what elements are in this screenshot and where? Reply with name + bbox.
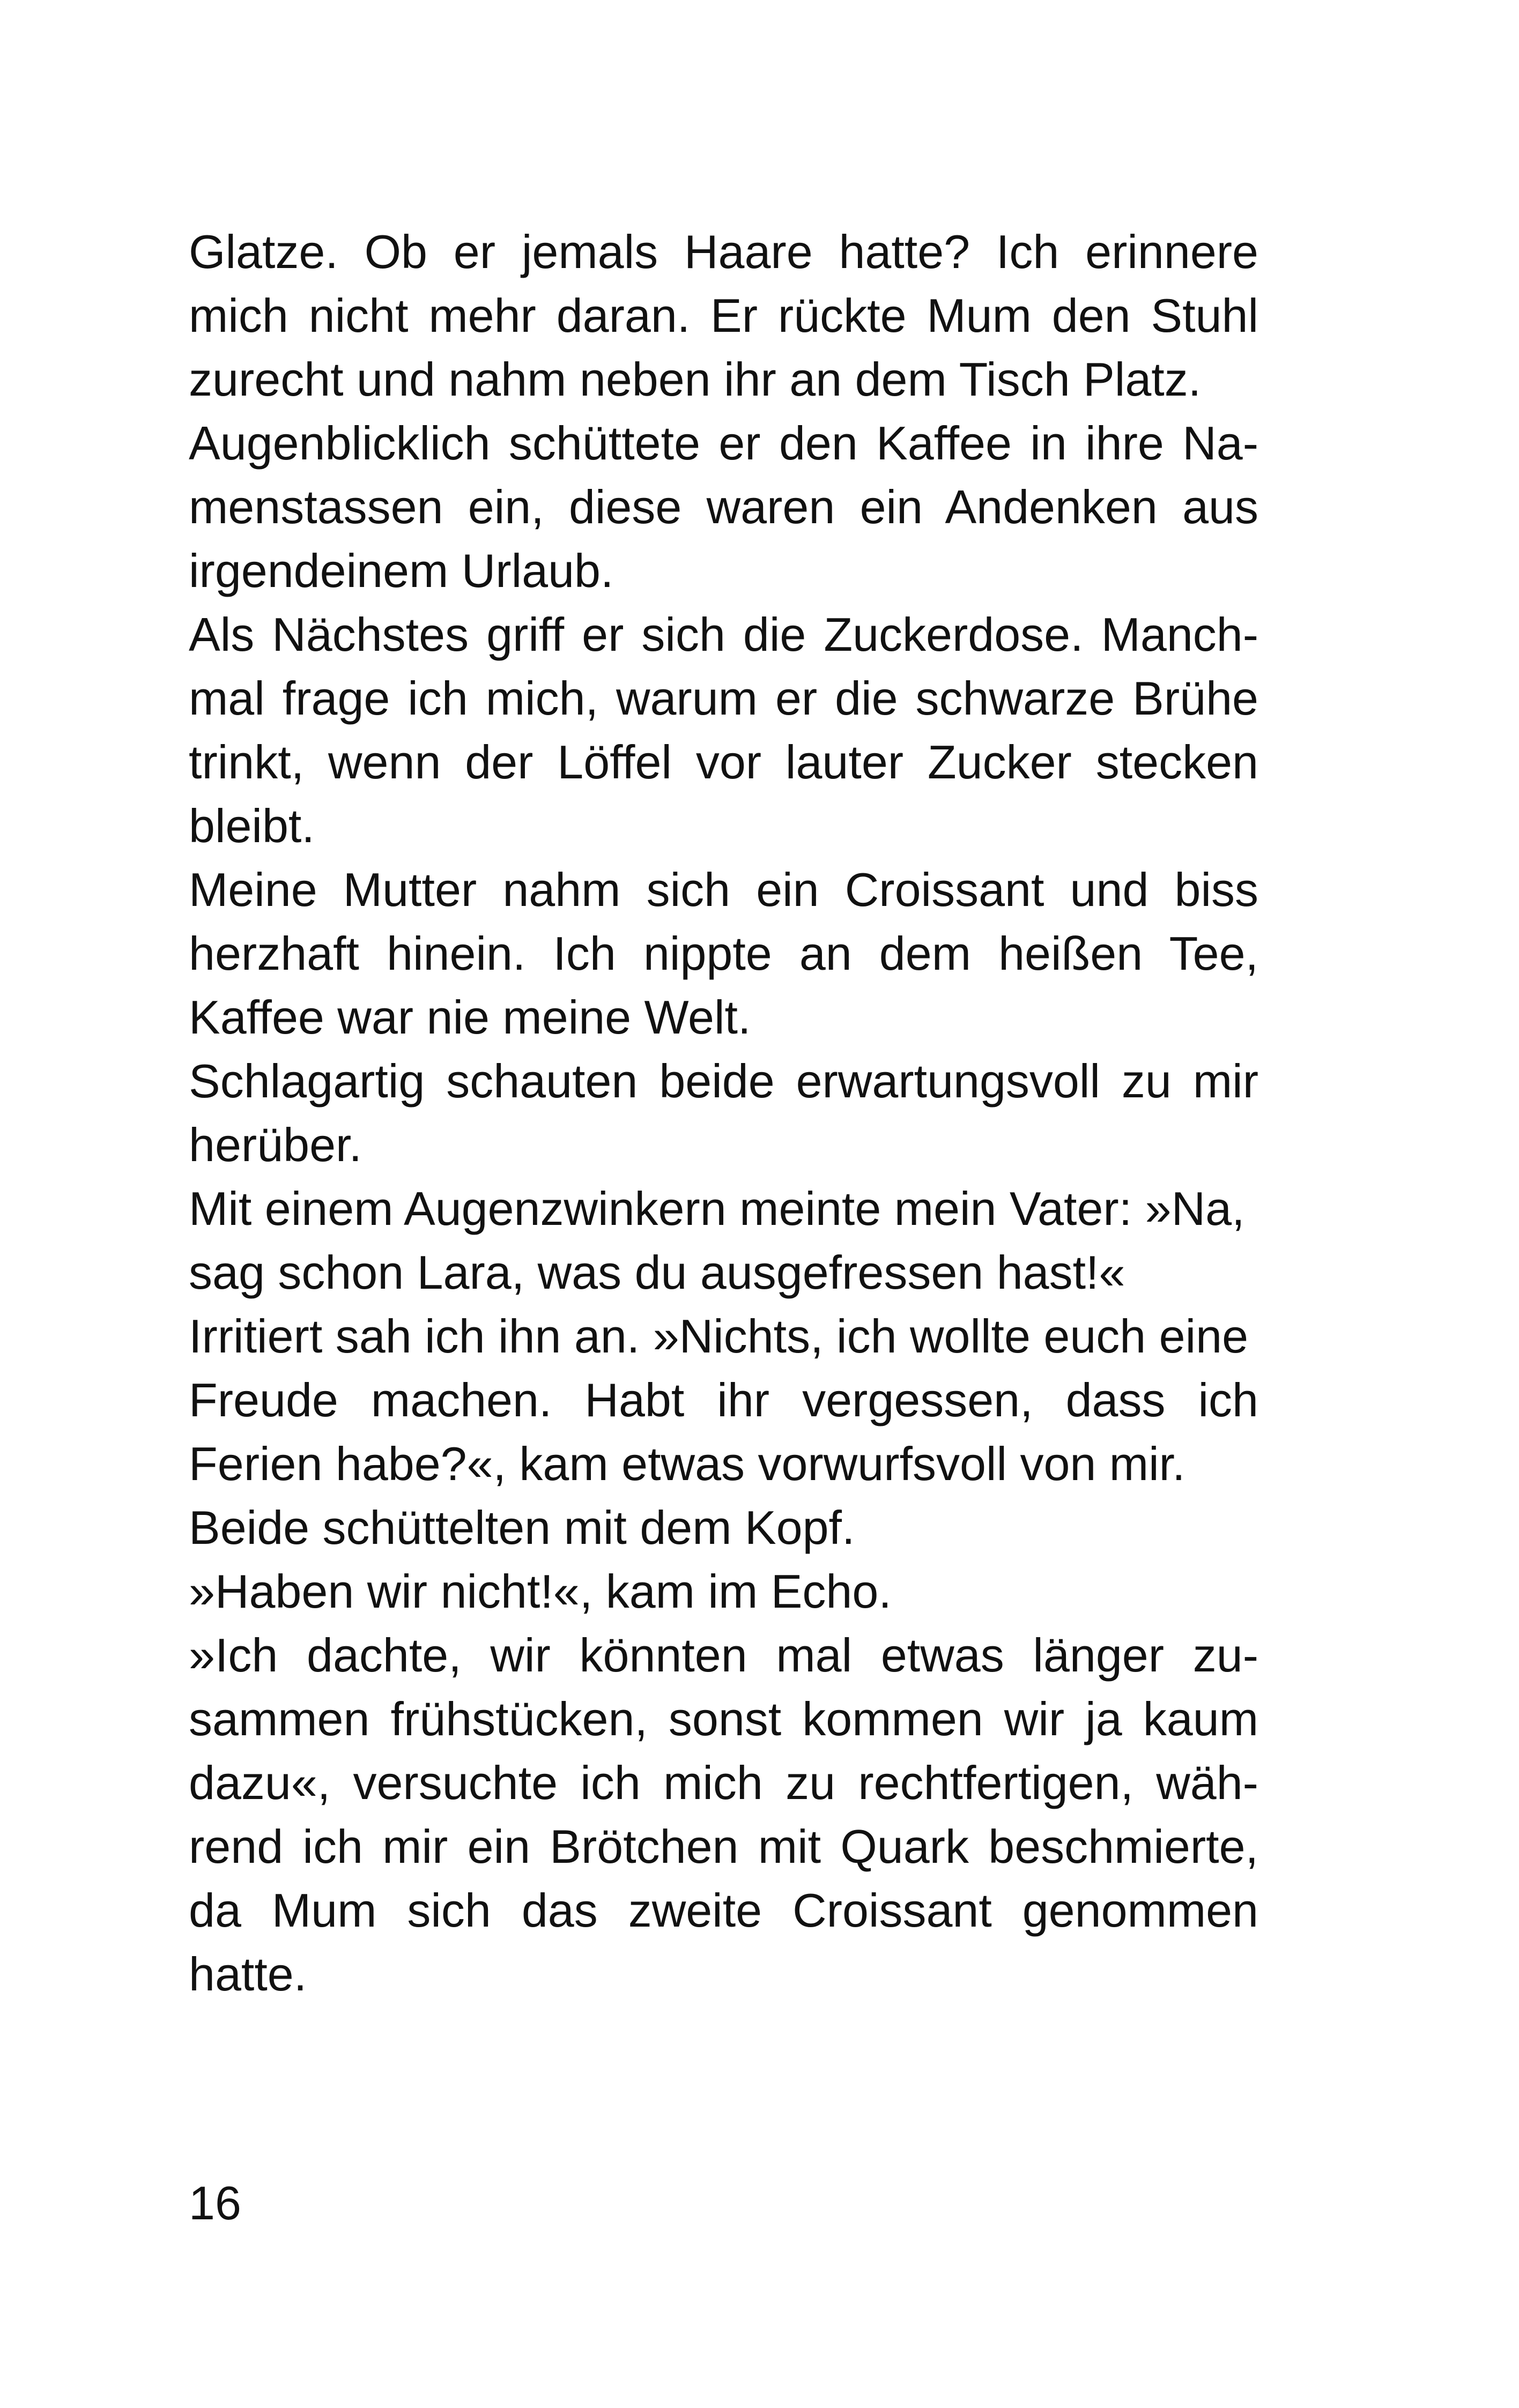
text-line: trinkt, wenn der Löffel vor lauter Zucker stecken	[189, 735, 1258, 789]
text-line: Glatze. Ob er jemals Haare hatte? Ich erinnere	[189, 225, 1258, 278]
text-line: Irritiert sah ich ihn an. »Nichts, ich wollte euch eine	[189, 1310, 1249, 1363]
text-line: sammen frühstücken, sonst kommen wir ja kaum	[189, 1692, 1258, 1745]
body-text	[189, 220, 1258, 2006]
text-line: bleibt.	[189, 799, 315, 852]
text-line: Als Nächstes griff er sich die Zuckerdose. Manch-	[189, 608, 1258, 661]
text-line: da Mum sich das zweite Croissant genommen	[189, 1884, 1258, 1937]
text-line: Augenblicklich schüttete er den Kaffee in ihre Na-	[189, 417, 1258, 470]
text-line: Mit einem Augenzwinkern meinte mein Vater: »Na,	[189, 1182, 1245, 1235]
text-line: Schlagartig schauten beide erwartungsvoll zu mir	[189, 1054, 1258, 1108]
text-line: Meine Mutter nahm sich ein Croissant und biss	[189, 863, 1258, 916]
text-line: zurecht und nahm neben ihr an dem Tisch Platz.	[189, 353, 1202, 406]
text-line: dazu«, versuchte ich mich zu rechtfertigen, wäh-	[189, 1756, 1258, 1809]
text-line: hatte.	[189, 1948, 307, 2001]
text-line: Kaffee war nie meine Welt.	[189, 991, 751, 1044]
text-line: irgendeinem Urlaub.	[189, 544, 614, 597]
text-line: herüber.	[189, 1118, 362, 1171]
text-line: Ferien habe?«, kam etwas vorwurfsvoll von mir.	[189, 1437, 1185, 1490]
text-line: mich nicht mehr daran. Er rückte Mum den Stuhl	[189, 289, 1258, 342]
text-line: menstassen ein, diese waren ein Andenken aus	[189, 480, 1258, 533]
text-line: herzhaft hinein. Ich nippte an dem heißen Tee,	[189, 927, 1258, 980]
text-line: sag schon Lara, was du ausgefressen hast!«	[189, 1246, 1125, 1299]
text-line: »Haben wir nicht!«, kam im Echo.	[189, 1565, 892, 1618]
text-line: Freude machen. Habt ihr vergessen, dass ich	[189, 1373, 1258, 1426]
text-line: rend ich mir ein Brötchen mit Quark beschmierte,	[189, 1820, 1258, 1873]
text-line: »Ich dachte, wir könnten mal etwas länger zu-	[189, 1629, 1258, 1682]
text-line: Beide schüttelten mit dem Kopf.	[189, 1501, 855, 1554]
text-line: mal frage ich mich, warum er die schwarze Brühe	[189, 672, 1258, 725]
page-number: 16	[189, 2176, 241, 2229]
